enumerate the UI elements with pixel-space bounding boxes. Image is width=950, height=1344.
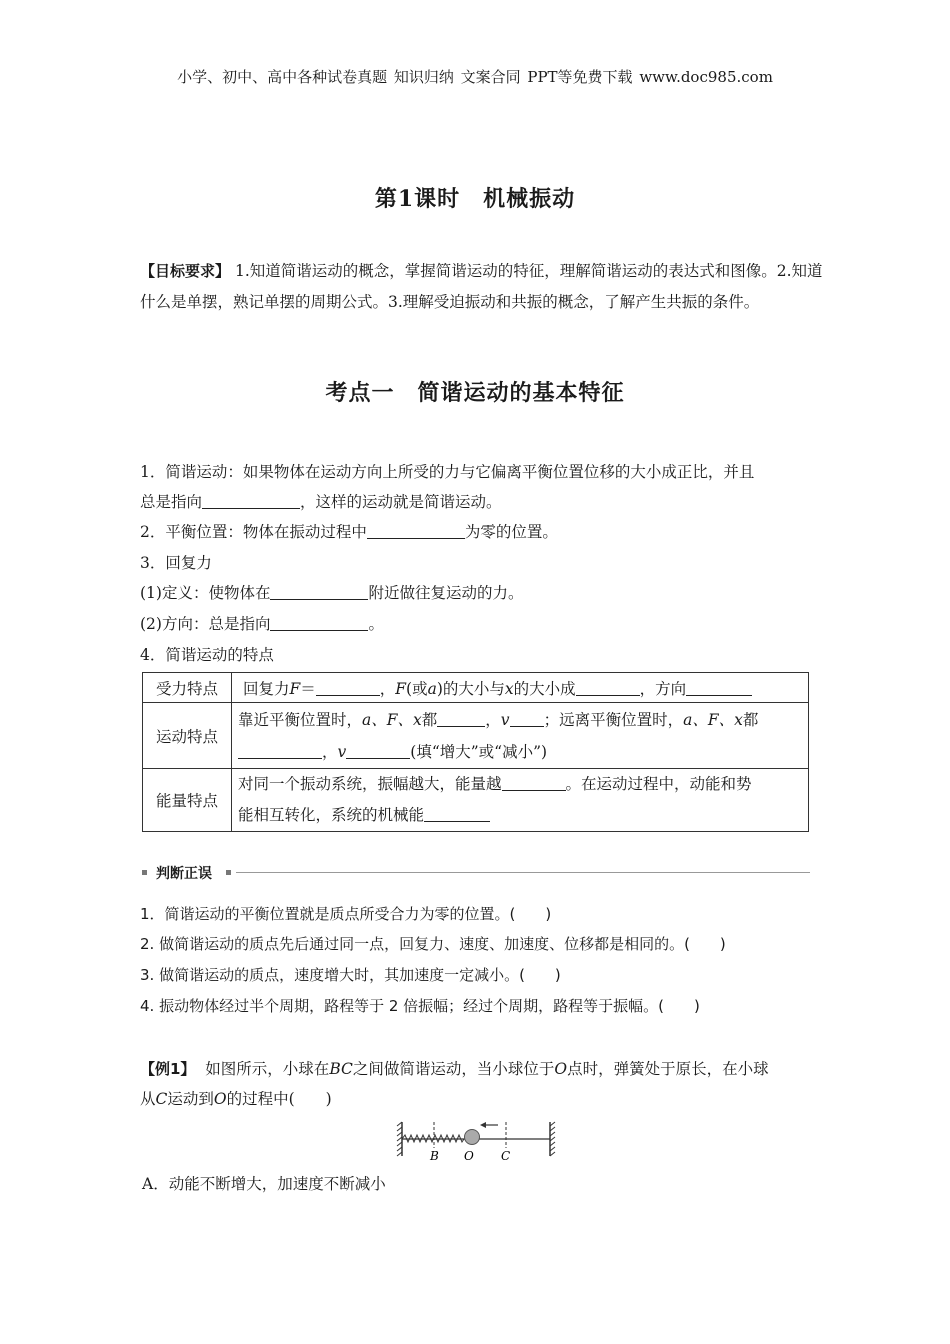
var: BC (329, 1060, 353, 1078)
section-title: 考点一 简谐运动的基本特征 (325, 380, 625, 406)
text: 。在运动过程中，动能和势 (565, 775, 752, 793)
fill-blank (502, 774, 566, 791)
point-1-pre: 总是指向 (140, 493, 203, 511)
fill-blank (424, 805, 490, 822)
text: ＝ (300, 679, 316, 698)
example-line-2 (140, 1084, 820, 1114)
judge-item-4: 4. 振动物体经过半个周期，路程等于 2 倍振幅；经过个周期，路程等于振幅。( ) (140, 997, 700, 1015)
point-1-post: ，这样的运动就是简谐运动。 (300, 493, 502, 511)
text: ， (322, 742, 338, 761)
text: ， (379, 679, 396, 698)
example-1 (140, 1054, 820, 1114)
text: (填“增大”或“减小”) (410, 742, 548, 761)
point-2-pre: 2．平衡位置：物体在振动过程中 (140, 523, 367, 541)
point-3-2-post: 。 (368, 615, 384, 633)
row-value-force (232, 673, 809, 703)
point-3-1-pre: (1)定义：使物体在 (140, 584, 271, 602)
text: 运动到 (167, 1090, 214, 1108)
point-3-1 (140, 581, 523, 603)
var: a (427, 679, 437, 698)
fill-blank (202, 492, 300, 509)
var: O (554, 1060, 568, 1078)
fill-blank (346, 742, 410, 759)
label-b: B (430, 1149, 439, 1163)
lesson-title: 第1课时 机械振动 (374, 186, 576, 212)
var: a、F、x (362, 710, 422, 729)
var: a、F、x (683, 710, 743, 729)
point-2 (140, 520, 558, 542)
var: F (395, 679, 407, 698)
text: 从 (140, 1090, 156, 1108)
var: v (337, 742, 347, 761)
fill-blank (510, 710, 544, 727)
text: 的过程中( ) (226, 1090, 332, 1108)
var: x (504, 679, 514, 698)
text: 能相互转化，系统的机械能 (238, 806, 425, 824)
bullet-icon (142, 870, 147, 875)
text: 对同一个振动系统，振幅越大，能量越 (238, 775, 502, 793)
goals-tag: 【目标要求】 (140, 262, 231, 280)
right-wall (550, 1122, 555, 1156)
arrow-left-icon (480, 1122, 498, 1128)
text: 回复力 (242, 679, 290, 698)
judge-title: 判断正误 (156, 866, 212, 882)
table-row (143, 769, 809, 832)
point-2-post: 为零的位置。 (464, 523, 558, 541)
fill-blank (367, 522, 465, 539)
text: (或 (406, 679, 428, 698)
point-3-1-post: 附近做往复运动的力。 (368, 584, 524, 602)
var: C (155, 1090, 168, 1108)
text: 靠近平衡位置时， (238, 710, 363, 729)
bullet-icon (226, 870, 231, 875)
text: 的大小成 (513, 679, 576, 698)
row-value-motion (232, 703, 809, 769)
fill-blank (270, 583, 368, 600)
judge-header (142, 864, 810, 882)
fill-blank (316, 679, 380, 696)
learning-goals (140, 256, 830, 318)
point-1-line-1: 1．简谐运动：如果物体在运动方向上所受的力与它偏离平衡位置位移的大小成正比，并且 (140, 463, 755, 481)
text: 都 (421, 710, 438, 729)
fill-blank (238, 742, 322, 759)
label-o: O (464, 1149, 474, 1163)
judge-item-2: 2. 做简谐运动的质点先后通过同一点，回复力、速度、加速度、位移都是相同的。( ) (140, 935, 726, 953)
goals-text: 1.知道简谐运动的概念，掌握简谐运动的特征，理解简谐运动的表达式和图像。2.知道什么是单摆，熟记单摆的周期公式。3.理解受迫振动和共振的概念，了解产生共振的条件。 (140, 262, 823, 311)
text: 之间做简谐运动，当小球位于 (352, 1060, 555, 1078)
table-row (143, 703, 809, 769)
point-3-2-pre: (2)方向：总是指向 (140, 615, 271, 633)
fill-blank (686, 679, 752, 696)
var: O (213, 1090, 227, 1108)
label-c: C (501, 1149, 511, 1163)
page-header: 小学、初中、高中各种试卷真题 知识归纳 文案合同 PPT等免费下载 www.doc985.com (177, 68, 773, 86)
row-key-force: 受力特点 (143, 673, 232, 703)
text: ，方向 (639, 679, 687, 698)
text: 都 (742, 710, 759, 729)
spring-oscillator-figure (396, 1118, 558, 1166)
text: ；远离平衡位置时， (543, 710, 684, 729)
row-value-energy (232, 769, 809, 832)
text: ， (485, 710, 501, 729)
example-tag: 【例1】 (140, 1060, 196, 1078)
point-4: 4．简谐运动的特点 (140, 646, 274, 664)
example-line-1 (140, 1054, 820, 1084)
divider (236, 872, 810, 873)
text: 点时，弹簧处于原长，在小球 (567, 1060, 769, 1078)
text: )的大小与 (436, 679, 505, 698)
var: F (289, 679, 301, 698)
point-3: 3．回复力 (140, 554, 212, 572)
option-a: A．动能不断增大，加速度不断减小 (142, 1175, 386, 1193)
left-wall (397, 1122, 402, 1156)
judge-item-3: 3. 做简谐运动的质点，速度增大时，其加速度一定减小。( ) (140, 966, 561, 984)
row-key-energy: 能量特点 (143, 769, 232, 832)
row-key-motion: 运动特点 (143, 703, 232, 769)
var: v (500, 710, 510, 729)
fill-blank (437, 710, 485, 727)
fill-blank (576, 679, 640, 696)
text: 如图所示，小球在 (205, 1060, 330, 1078)
judge-item-1: 1．简谐运动的平衡位置就是质点所受合力为零的位置。( ) (140, 905, 552, 923)
table-row (143, 673, 809, 703)
ball (465, 1130, 480, 1145)
fill-blank (270, 614, 368, 631)
point-1-line-2 (140, 490, 502, 512)
features-table (142, 672, 809, 832)
point-3-2 (140, 612, 384, 634)
